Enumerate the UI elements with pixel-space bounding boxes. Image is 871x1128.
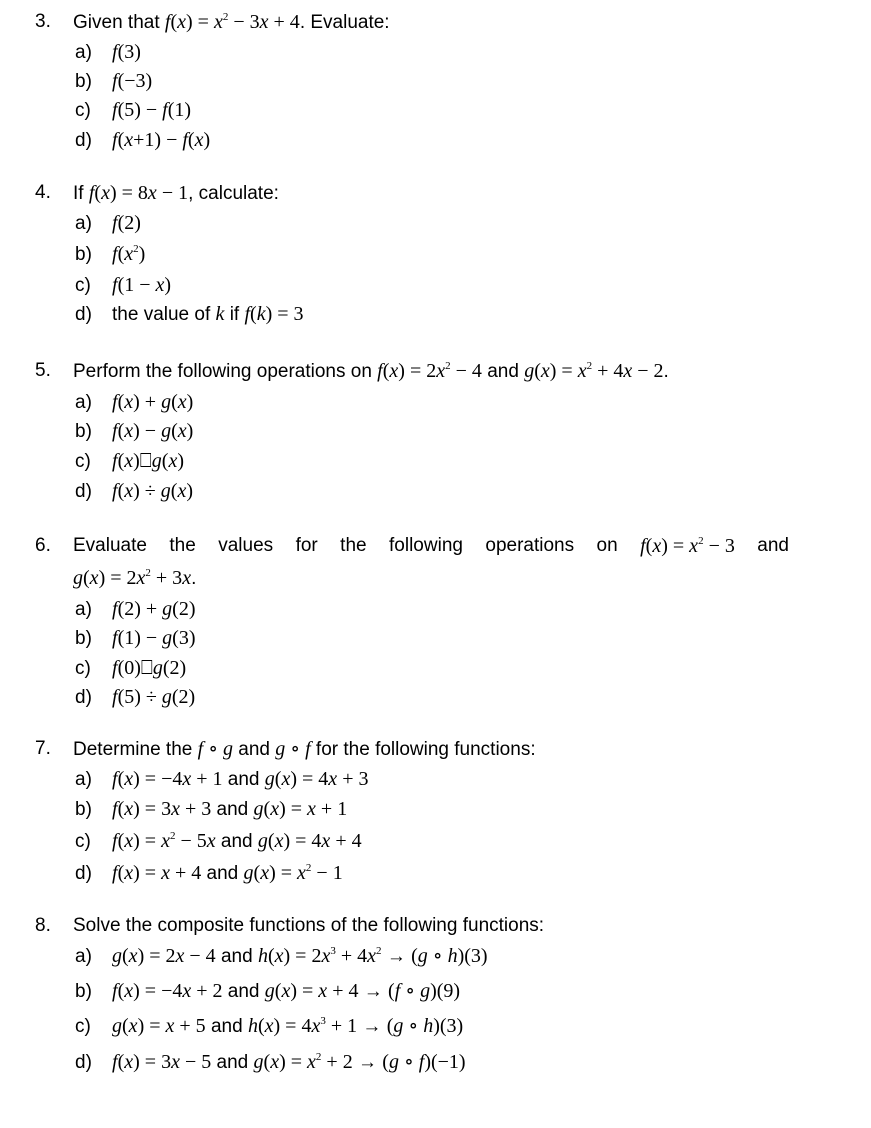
problem-8-item-a: a) g(x) = 2x − 4 and $h(x) = 2x^3 + 4x^2 \to (g$ ∘ h)(3) [75,945,488,967]
problem-4-item-a: a) f(2) [75,212,141,234]
problem-6-item-b: b) f(1) − g(3) [75,627,196,649]
problem-4-number: 4. [35,182,51,203]
problem-4-item-d: d) the value of k if f(k) = 3 [75,303,304,325]
arrow-right-icon: → [357,1052,377,1073]
problem-7-item-b: b) f(x) = 3x + 3 and g(x) = x + 1 [75,798,348,820]
problem-3-item-a-expr: f(3) [112,41,141,63]
problem-5-item-c: c) f(x)⎕g(x) [75,450,185,472]
arrow-right-icon: → [386,946,406,967]
problem-8-item-c: c) g(x) = x + 5 and $h(x) = 4x^3 + 1 \to (g$ ∘ h)(3) [75,1015,464,1037]
problem-8-number: 8. [35,915,51,936]
problem-7-item-a: a) f(x) = −4x + 1 and g(x) = 4x + 3 [75,768,369,790]
problem-5-item-b: b) f(x) − g(x) [75,420,194,442]
problem-6-item-d: d) f(5) ÷ g(2) [75,686,196,708]
problem-7-item-d: d) f(x) = x + 4 and $g(x) = x^2 - 1$ [75,862,343,884]
problem-3-number: 3. [35,11,51,32]
problem-3-item-d: d) f(x+1) − f(x) [75,129,211,151]
problem-4-item-b: b) $f(x^2)$ [75,243,146,265]
problem-3-item-c: c) f(5) − f(1) [75,99,192,121]
problem-5-item-d: d) f(x) ÷ g(x) [75,480,193,502]
arrow-right-icon: → [363,981,383,1002]
arrow-right-icon: → [362,1016,382,1037]
problem-7-text: Determine the f ∘ g and g ∘ f for the following functions: [73,738,536,760]
problem-8-item-d: d) f(x) = 3x − 5 and $g(x) = x^2 + 2 \to (g$ ∘ f)(−1) [75,1051,466,1073]
problem-7-number: 7. [35,738,51,759]
problem-3-item-a: a) f(3) [75,41,141,63]
problem-8-item-b: b) f(x) = −4x + 2 and g(x) = x + 4 → (f ∘ g)(9) [75,980,461,1002]
problem-6-item-c: c) f(0)⎕g(2) [75,657,187,679]
problem-4-item-c: c) f(1 − x) [75,274,172,296]
problem-8-text: Solve the composite functions of the following functions: [73,915,545,936]
problem-7-item-c: c) $f(x) = x^2 - 5x$ and g(x) = 4x + 4 [75,830,362,852]
problem-3-text: Given that $f(x) = x^2 - 3x + 4$. Evaluate: [73,11,390,33]
problem-6-item-a: a) f(2) + g(2) [75,598,196,620]
problem-5-item-a: a) f(x) + g(x) [75,391,194,413]
problem-3-item-b: b) f(−3) [75,70,153,92]
problem-5-number: 5. [35,360,51,381]
problem-4-text: If f(x) = 8x − 1, calculate: [73,182,279,204]
problem-6-number: 6. [35,535,51,556]
problem-5-text: Perform the following operations on $f(x) = 2x^2 - 4$ and $g(x) = x^2 + 4x - 2$. [73,360,669,382]
